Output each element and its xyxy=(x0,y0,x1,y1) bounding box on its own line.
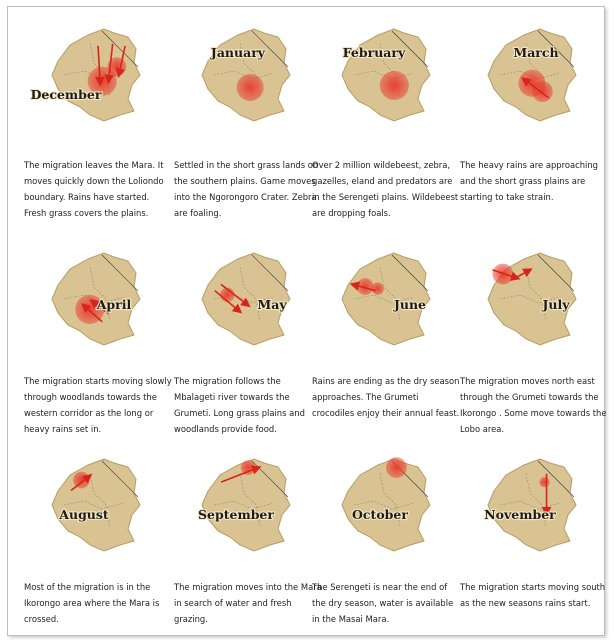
month-label: September xyxy=(198,507,274,522)
month-caption: The heavy rains are approaching and the short grass plains are starting to take strain. xyxy=(460,160,598,202)
month-label: November xyxy=(484,507,556,522)
month-map xyxy=(334,247,438,351)
herd-area xyxy=(371,282,383,294)
month-map xyxy=(334,23,438,127)
month-caption: The migration leaves the Mara. It moves quickly down the Loliondo boundary. Rains have started. Fresh grass covers the plains. xyxy=(24,160,164,218)
month-label: May xyxy=(257,297,287,312)
month-map xyxy=(480,23,584,127)
herd-area xyxy=(380,71,409,100)
month-caption: The migration follows the Mbalageti river towards the Grumeti. Long grass plains and woodlands provide food. xyxy=(174,376,305,434)
month-caption: Most of the migration is in the Ikorongo area where the Mara is crossed. xyxy=(24,582,160,624)
migration-calendar-panel xyxy=(7,6,605,636)
month-map xyxy=(44,247,148,351)
month-label: August xyxy=(59,507,109,522)
month-label: February xyxy=(342,45,406,60)
month-map xyxy=(44,453,148,557)
month-caption: Rains are ending as the dry season approaches. The Grumeti crocodiles enjoy their annual feast. xyxy=(312,376,460,418)
month-caption: The migration moves north east through the Grumeti towards the Ikorongo . Some move towards the Lobo area. xyxy=(460,376,607,434)
month-label: June xyxy=(393,297,427,312)
month-map xyxy=(334,453,438,557)
month-map xyxy=(480,453,584,557)
herd-area xyxy=(237,74,264,101)
month-caption: The migration starts moving south as the new seasons rains start. xyxy=(460,582,606,608)
herd-area xyxy=(386,457,407,478)
month-caption: Over 2 million wildebeest, zebra, gazelles, eland and predators are in the Serengeti plains. Wildebeest are dropping foals. xyxy=(312,160,459,218)
month-caption: The migration starts moving slowly through woodlands towards the western corridor as the long or heavy rains set in. xyxy=(24,376,172,434)
month-map xyxy=(194,247,298,351)
month-map xyxy=(194,23,298,127)
month-caption: Settled in the short grass lands on the southern plains. Game moves into the Ngorongoro Crater. Zebra are foaling. xyxy=(174,160,319,218)
herd-area xyxy=(73,472,90,489)
month-caption: The migration moves into the Mara in search of water and fresh grazing. xyxy=(174,582,322,624)
month-map xyxy=(194,453,298,557)
month-map xyxy=(30,23,148,127)
month-label: March xyxy=(513,45,559,60)
month-label: April xyxy=(96,297,132,312)
month-label: October xyxy=(352,507,408,522)
month-label: January xyxy=(210,45,266,60)
month-label: July xyxy=(542,297,570,312)
herd-area xyxy=(241,460,256,475)
month-map xyxy=(480,247,584,351)
month-label: December xyxy=(30,87,102,102)
herd-area xyxy=(532,81,553,102)
herd-area xyxy=(539,477,549,487)
month-caption: The Serengeti is near the end of the dry season, water is available in the Masai Mara. xyxy=(312,582,454,624)
